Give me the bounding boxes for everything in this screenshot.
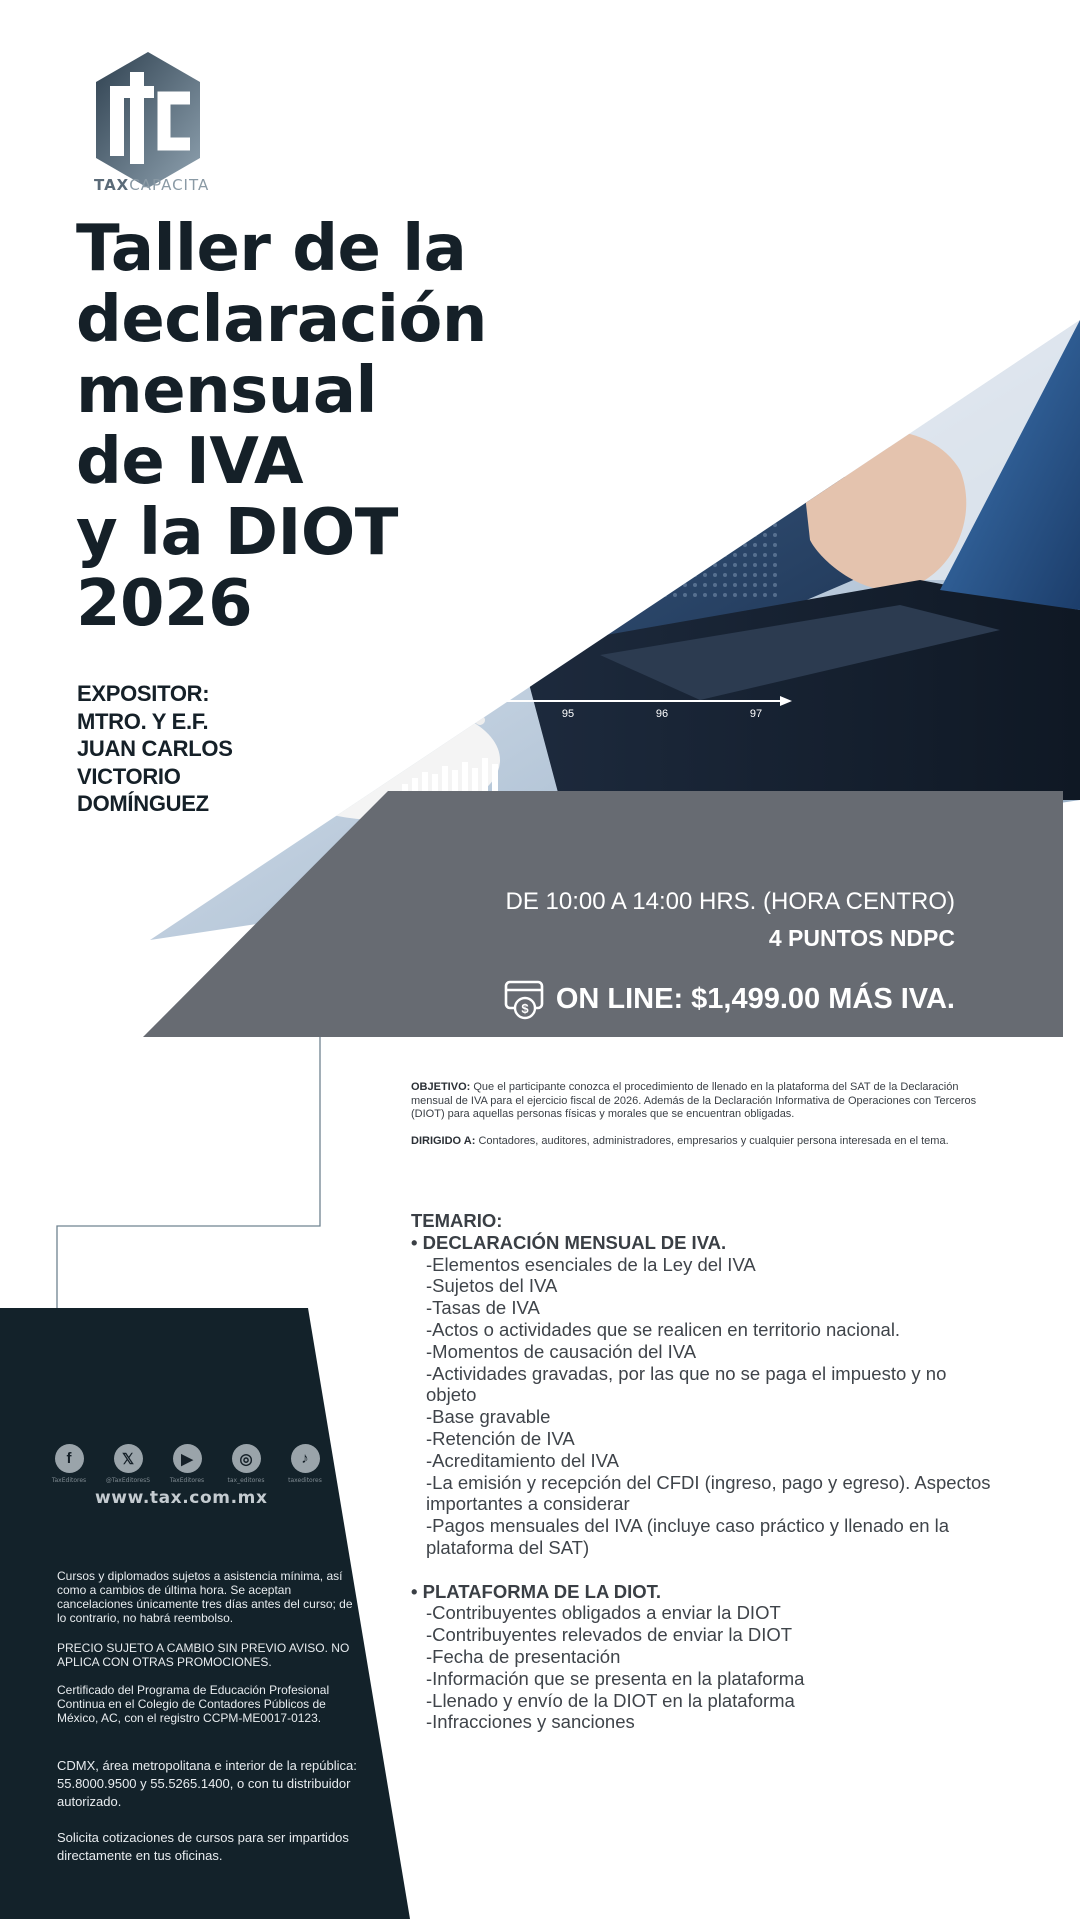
quotes-note: Solicita cotizaciones de cursos para ser impartidos directamente en tus oficinas.	[57, 1830, 349, 1863]
title-line: mensual	[76, 354, 377, 428]
syllabus-spacer	[411, 1559, 991, 1581]
objective-label: OBJETIVO:	[411, 1081, 471, 1093]
target-audience-paragraph	[411, 1135, 981, 1149]
social-handle: TaxEditores	[169, 1477, 205, 1484]
syllabus-item: -Infracciones y sanciones	[426, 1711, 635, 1733]
syllabus-item: -Actividades gravadas, por las que no se paga el impuesto y no objeto	[426, 1362, 947, 1406]
website-link[interactable]: www.tax.com.mx	[95, 1488, 268, 1508]
syllabus-section-title: • DECLARACIÓN MENSUAL DE IVA.	[411, 1231, 727, 1253]
social-youtube-link[interactable]	[164, 1444, 210, 1484]
speaker-line: VICTORIO	[77, 763, 181, 789]
speaker-line: MTRO. Y E.F.	[77, 708, 209, 734]
speaker-line: EXPOSITOR:	[77, 681, 210, 706]
title-line: y la DIOT	[76, 496, 398, 570]
instagram-icon: ◎	[232, 1444, 261, 1473]
photo-tick: 95	[561, 708, 575, 720]
objective-text: Que el participante conozca el procedimiento de llenado en la plataforma del SAT de la Declaración mensual de IVA para el ejercicio fiscal de 2026. Además de la Declaración Informativa de Operaciones con Terceros (DIOT) para aquellas personas físicas y morales que se encuentran obligadas.	[411, 1081, 977, 1120]
objective-paragraph	[411, 1081, 981, 1122]
speaker-line: DOMÍNGUEZ	[77, 791, 209, 816]
photo-tick: 97	[749, 708, 763, 720]
syllabus-heading: TEMARIO:	[411, 1210, 503, 1231]
certification-note: Certificado del Programa de Educación Profesional Continua en el Colegio de Contadores Públicos de México, AC, con el registro CCPM-ME0017-0123.	[57, 1683, 330, 1725]
price-notice: PRECIO SUJETO A CAMBIO SIN PREVIO AVISO. NO APLICA CON OTRAS PROMOCIONES.	[57, 1641, 350, 1669]
attendance-note: Cursos y diplomados sujetos a asistencia mínima, así como a cambios de última hora. Se aceptan cancelaciones únicamente tres días antes del curso; de lo contrario, no habrá reembolso.	[57, 1569, 353, 1625]
photo-tick: 94	[468, 708, 482, 720]
syllabus-item: -Base gravable	[426, 1406, 551, 1428]
syllabus-item: -Elementos esenciales de la Ley del IVA	[426, 1253, 756, 1275]
syllabus-item: -Acreditamiento del IVA	[426, 1449, 619, 1471]
syllabus-item: -Momentos de causación del IVA	[426, 1340, 697, 1362]
syllabus-item: -La emisión y recepción del CFDI (ingreso, pago y egreso). Aspectos importantes a considerar	[426, 1471, 991, 1515]
connector-line	[57, 1037, 320, 1308]
target-label: DIRIGIDO A:	[411, 1135, 476, 1147]
social-handle: tax_editores	[227, 1477, 265, 1484]
syllabus-item: -Pagos mensuales del IVA (incluye caso práctico y llenado en la plataforma del SAT)	[426, 1515, 950, 1558]
x-twitter-icon: 𝕏	[114, 1444, 143, 1473]
social-handle: TaxEditores	[51, 1477, 87, 1484]
tiktok-icon: ♪	[291, 1444, 320, 1473]
social-x-link[interactable]	[105, 1444, 151, 1484]
social-links	[46, 1444, 328, 1484]
target-text: Contadores, auditores, administradores, empresarios y cualquier persona interesada en el tema.	[478, 1135, 949, 1147]
syllabus-item: -Actos o actividades que se realicen en territorio nacional.	[426, 1318, 901, 1340]
title-line: 2026	[76, 567, 253, 641]
svg-text:$: $	[521, 1001, 529, 1016]
syllabus-item: -Tasas de IVA	[426, 1297, 540, 1319]
photo-tick: 93	[373, 708, 387, 720]
credit-card-dollar-icon	[504, 978, 546, 1020]
social-handle: @TaxEditoresS	[105, 1477, 151, 1484]
price-text: ON LINE: $1,499.00 MÁS IVA.	[555, 982, 955, 1015]
title-line: declaración	[76, 283, 487, 357]
syllabus-item: -Fecha de presentación	[426, 1645, 621, 1667]
title-line: Taller de la	[76, 212, 467, 286]
syllabus-section-title: • PLATAFORMA DE LA DIOT.	[411, 1580, 662, 1602]
photo-tick: 96	[655, 708, 669, 720]
course-title	[76, 214, 516, 640]
title-line: de IVA	[76, 425, 304, 499]
speaker-block	[77, 680, 337, 818]
youtube-icon: ▶	[173, 1444, 202, 1473]
social-facebook-link[interactable]	[46, 1444, 92, 1484]
schedule-text: DE 10:00 A 14:00 HRS. (HORA CENTRO)	[505, 888, 955, 915]
social-tiktok-link[interactable]	[282, 1444, 328, 1484]
syllabus-item: -Contribuyentes obligados a enviar la DIOT	[426, 1602, 781, 1624]
syllabus-item: -Información que se presenta en la plataforma	[426, 1667, 805, 1689]
speaker-line: JUAN CARLOS	[77, 736, 233, 761]
syllabus	[411, 1210, 991, 1733]
social-handle: taxeditores	[288, 1477, 322, 1484]
contact-note: CDMX, área metropolitana e interior de la república: 55.8000.9500 y 55.5265.1400, o con tu distribuidor autorizado.	[57, 1758, 357, 1809]
price-row	[504, 978, 955, 1020]
ndpc-points: 4 PUNTOS NDPC	[768, 925, 955, 951]
syllabus-item: -Contribuyentes relevados de enviar la DIOT	[426, 1624, 793, 1646]
syllabus-item: -Llenado y envío de la DIOT en la plataforma	[426, 1689, 795, 1711]
syllabus-item: -Retención de IVA	[426, 1427, 575, 1449]
social-instagram-link[interactable]	[223, 1444, 269, 1484]
syllabus-item: -Sujetos del IVA	[426, 1275, 558, 1297]
facebook-icon: f	[55, 1444, 84, 1473]
logo-wordmark: TAXCAPACITA	[94, 176, 210, 194]
